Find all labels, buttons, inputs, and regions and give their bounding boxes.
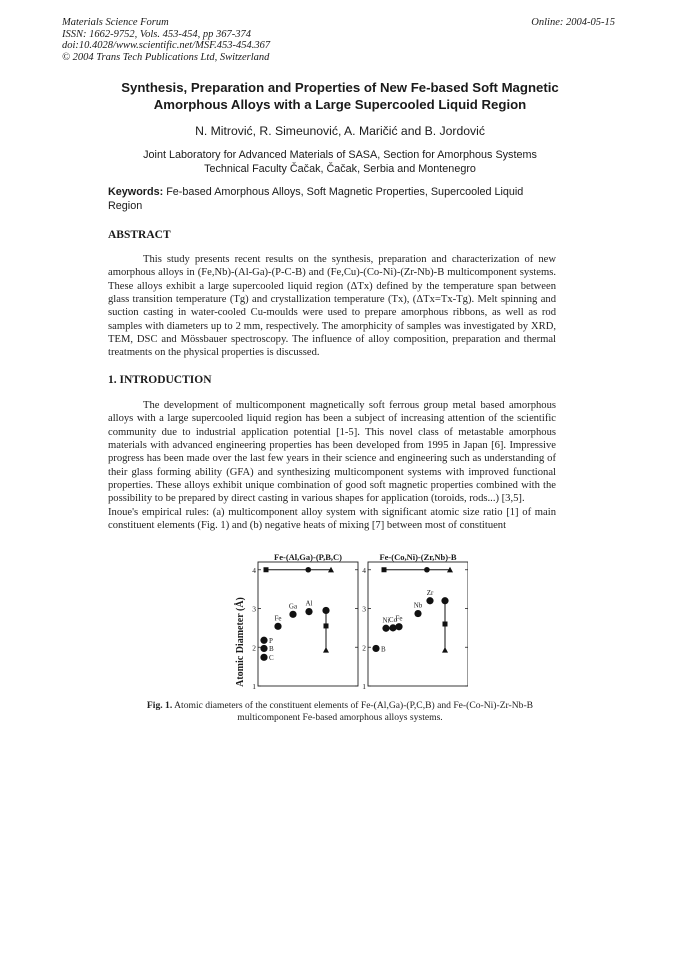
affiliation [60,149,620,176]
point-label: B [381,645,386,654]
journal-header [62,17,270,63]
range-bar-square [443,622,448,627]
range-bar-triangle [323,647,329,653]
y-tick-label: 2 [362,643,366,653]
data-point [289,611,296,618]
point-label: Fe [395,614,403,623]
point-label: Al [305,599,313,608]
point-label: Nb [413,601,423,610]
keywords-text: Fe-based Amorphous Alloys, Soft Magnetic Properties, Supercooled Liquid Region [108,186,524,212]
data-point [322,607,329,614]
point-label: Zr [426,588,434,597]
data-point [395,623,402,630]
introduction-paragraph-1: The development of multicomponent magnetically soft ferrous group metal based amorphous alloys with a large supercooled liquid region has been a subject of increasing attention of the scientific community due to industrial application potential [1-5]. This novel class of metastable amorphous materials with advanced engineering properties has been developed from 1995 in Japan [6]. Impressive progress has been made over the last few years in their science and engineering such as understanding of their glass forming ability (GFA) and synthesizing multicomponent systems with improved functional properties. These alloys exhibit unique combination of good soft magnetic properties combined with the possibility to be prepared by direct casting in various shapes for application (toroids, rods...) [3,5]. [108,400,556,505]
data-point [305,608,312,615]
y-tick-label: 4 [252,565,256,575]
atomic-diameter-chart [228,550,468,692]
point-label: Co [388,615,398,624]
title-line-2: Amorphous Alloys with a Large Supercooled Liquid Region [153,96,527,112]
data-point [372,645,379,652]
data-point [274,623,281,630]
data-point [382,625,389,632]
y-tick-label: 3 [252,604,256,614]
online-date: Online: 2004-05-15 [531,17,615,28]
author-list: N. Mitrović, R. Simeunović, A. Maričić and B. Jordović [195,124,485,138]
ratio-marker-square [264,567,269,572]
data-point [414,610,421,617]
introduction-body [108,399,556,532]
abstract-heading: ABSTRACT [108,229,171,241]
y-tick-label: 1 [362,682,366,691]
issn-line: ISSN: 1662-9752, Vols. 453-454, pp 367-374 [62,28,251,40]
caption-line-1: Atomic diameters of the constituent elements of Fe-(Al,Ga)-(P,C,B) and Fe-(Co-Ni)-Zr-Nb-B [174,700,534,711]
y-axis-label: Atomic Diameter (Å) [235,597,246,687]
data-point [260,637,267,644]
chart-title: Fe-(Co,Ni)-(Zr,Nb)-B [379,552,457,562]
ratio-marker-square [382,567,387,572]
range-bar-square [324,623,329,628]
y-tick-label: 3 [362,604,366,614]
data-point [260,654,267,661]
title-line-1: Synthesis, Preparation and Properties of New Fe-based Soft Magnetic [121,80,559,95]
y-tick-label: 1 [252,682,256,691]
abstract-text: This study presents recent results on the synthesis, preparation and characterization of new amorphous alloys in (Fe,Nb)-(Al-Ga)-(P-C-B) and (Fe,Cu)-(Co-Ni)-(Zr-Nb)-B multicomponent systems. These alloys exhibit a large supercooled liquid region (ΔTx) defined by the temperature span between glass transition temperature (Tg) and crystallization temperature (Tx), (ΔTx=Tx-Tg). Melt spinning and suction casting in water-cooled Cu-moulds were used to prepare amorphous ribbons, as well as rod samples with diameters up to 2 mm, respectively. The amorphicity of samples was investigated by XRD, TEM, DSC and Mössbauer spectroscopy. The influence of alloy composition, preparation and thermal treatments on the physical properties is discussed. [108,254,556,359]
point-label: Fe [274,614,282,623]
data-point [260,645,267,652]
ratio-marker-circle [305,567,311,573]
data-point [441,597,448,604]
data-point [426,597,433,604]
affiliation-line-2: Technical Faculty Čačak, Čačak, Serbia and Montenegro [204,162,476,175]
plot-frame [258,562,358,686]
journal-name: Materials Science Forum [62,17,169,28]
y-tick-label: 2 [252,643,256,653]
figure-caption [100,700,580,724]
point-label: Ni [382,616,390,625]
point-label: Ga [288,602,298,611]
chart-title: Fe-(Al,Ga)-(P,B,C) [274,552,342,562]
point-label: C [269,653,274,662]
chart-panels [252,552,468,691]
keywords-label: Keywords: [108,186,164,198]
affiliation-line-1: Joint Laboratory for Advanced Materials of SASA, Section for Amorphous Systems [143,149,537,161]
introduction-heading: 1. INTRODUCTION [108,374,212,386]
point-label: B [269,644,274,653]
y-tick-label: 4 [362,565,366,575]
caption-line-2: multicomponent Fe-based amorphous alloys systems. [237,712,443,723]
range-bar-triangle [442,647,448,653]
data-point [389,624,396,631]
point-label: P [269,636,273,645]
copyright-line: © 2004 Trans Tech Publications Ltd, Switzerland [62,51,270,63]
chart-panel-2 [362,552,468,691]
keywords [108,186,558,213]
chart-panel-1 [252,552,358,691]
caption-label: Fig. 1. [146,700,173,711]
ratio-marker-circle [424,567,430,573]
paper-title [60,80,620,113]
introduction-paragraph-2: Inoue's empirical rules: (a) multicomponent alloy system with significant atomic size ratio [1] of main constituent elements (Fig. 1) and (b) negative heats of mixing [7] between most of constituent [108,506,556,532]
figure-1 [228,550,468,697]
doi-line: doi:10.4028/www.scientific.net/MSF.453-454.367 [62,40,271,51]
